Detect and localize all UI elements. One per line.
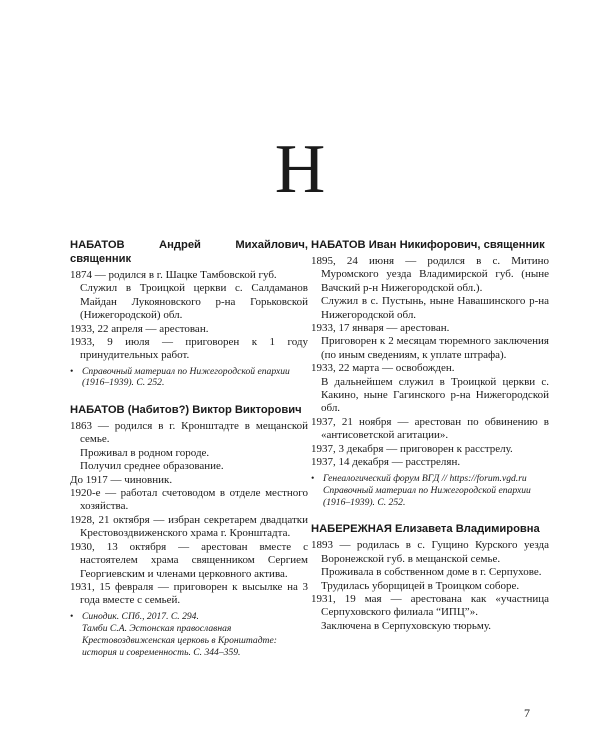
- entry-heading: НАБАТОВ (Набитов?) Виктор Викторович: [70, 404, 302, 417]
- entry-line: 1920-е — работал счетоводом в отделе местного хозяйства.: [70, 487, 308, 513]
- source-reference: Тамби С.А. Эстонская православная Крестовоздвиженская церковь в Кронштадте: история и современность. С. 344–359.: [82, 623, 277, 658]
- entry-line: Заключена в Серпуховскую тюрьму.: [321, 619, 492, 632]
- biography-entry: [70, 238, 308, 389]
- entry-line: До 1917 — чиновник.: [70, 473, 173, 486]
- entry-line: 1930, 13 октября — арестован вместе с настоятелем храма священником Сергием Георгиевским и членами церковного актива.: [70, 540, 308, 580]
- entry-line: 1933, 17 января — арестован.: [311, 322, 450, 335]
- entry-line: 1937, 21 ноября — арестован по обвинению в «антисоветской агитации».: [311, 415, 549, 442]
- entry-line: 1933, 22 марта — освобожден.: [311, 362, 455, 375]
- source-reference: Справочный материал по Нижегородской епархии (1916–1939). С. 252.: [82, 365, 290, 389]
- entry-line: 1928, 21 октября — избран секретарем двадцатки Крестовоздвиженского храма г. Кронштадта.: [70, 513, 308, 540]
- entry-sources: [311, 473, 549, 509]
- source-reference: Синодик. СПб., 2017. С. 294.: [82, 610, 199, 622]
- entry-sources: [70, 611, 308, 658]
- entry-line: Проживал в родном городе.: [80, 446, 210, 459]
- biography-entry: [311, 238, 549, 508]
- entry-heading: НАБАТОВ Иван Никифорович, священник: [311, 239, 545, 251]
- entry-line: 1933, 22 апреля — арестован.: [70, 322, 209, 335]
- entry-line: В дальнейшем служил в Троицкой церкви с. Какино, ныне Гагинского р-на Нижегородской обл.: [321, 375, 549, 415]
- section-letter: Н: [274, 131, 326, 208]
- entry-line: Служил в Троицкой церкви с. Салдаманов Майдан Лукояновского р-на Горьковской (Нижегородской) обл.: [80, 282, 308, 322]
- source-reference: Справочный материал по Нижегородской епархии (1916–1939). С. 252.: [323, 485, 531, 508]
- left-column: [70, 238, 308, 672]
- entry-heading: НАБЕРЕЖНАЯ Елизавета Владимировна: [311, 523, 540, 536]
- entry-line: 1937, 14 декабря — расстрелян.: [311, 456, 461, 469]
- bullet-icon: •: [70, 610, 74, 622]
- entry-line: Служил в с. Пустынь, ныне Навашинского р-на Нижегородской обл.: [321, 295, 549, 321]
- entry-line: 1931, 15 февраля — приговорен к высылке на 3 года вместе с семьей.: [70, 580, 308, 607]
- biography-entry: [311, 522, 549, 633]
- entry-line: Трудилась уборщицей в Троицком соборе.: [321, 579, 520, 592]
- entry-line: 1893 — родилась в с. Гущино Курского уезда Воронежской губ. в мещанской семье.: [311, 539, 549, 565]
- bullet-icon: •: [70, 365, 74, 377]
- entry-heading: НАБАТОВ Андрей Михайлович, священник: [70, 239, 308, 265]
- entry-sources: [70, 366, 308, 389]
- entry-line: 1937, 3 декабря — приговорен к расстрелу.: [311, 442, 513, 455]
- entry-line: 1895, 24 июня — родился в с. Митино Муромского уезда Владимирской губ. (ныне Вачский р-н Нижегородской обл.).: [311, 255, 549, 294]
- entry-line: 1874 — родился в г. Шацке Тамбовской губ.: [70, 269, 277, 281]
- source-reference: Генеалогический форум ВГД // https://forum.vgd.ru: [323, 472, 527, 484]
- page-number: 7: [524, 706, 530, 720]
- right-column: [311, 238, 549, 647]
- entry-line: 1931, 19 мая — арестована как «участница Серпуховского филиала “ИПЦ”».: [311, 592, 549, 619]
- entry-line: Проживала в собственном доме в г. Серпухове.: [321, 566, 542, 579]
- entry-line: Получил среднее образование.: [80, 460, 224, 473]
- entry-line: 1863 — родился в г. Кронштадте в мещанской семье.: [70, 420, 308, 446]
- entry-line: Приговорен к 2 месяцам тюремного заключения (по иным сведениям, к уплате штрафа).: [321, 335, 549, 361]
- biography-entry: [70, 403, 308, 658]
- entry-line: 1933, 9 июля — приговорен к 1 году принудительных работ.: [70, 336, 308, 362]
- bullet-icon: •: [311, 472, 315, 484]
